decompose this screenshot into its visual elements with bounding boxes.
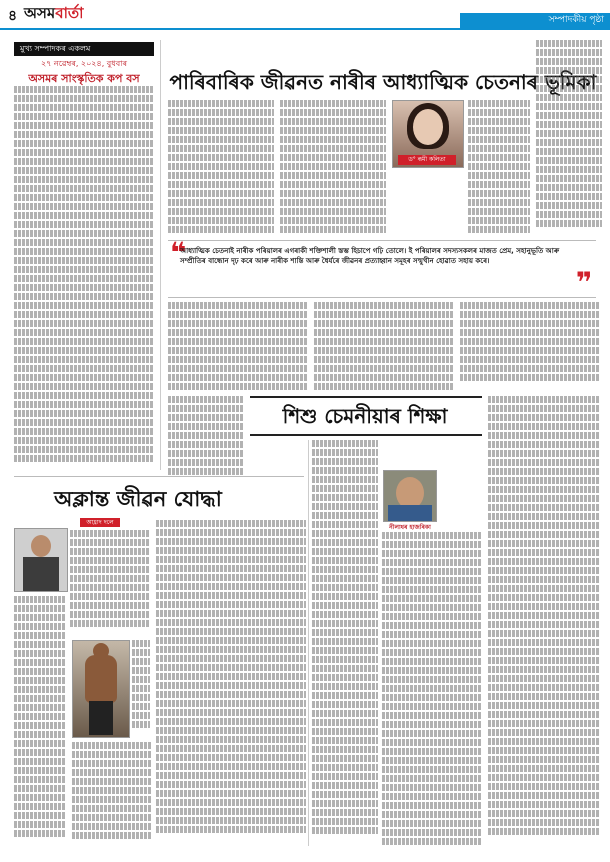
quote-close-icon: ❞ (576, 266, 593, 299)
article2-right-col (488, 396, 600, 846)
article3-headline: অক্লান্ত জীৱন যোদ্ধা (54, 487, 222, 511)
article1-lower-col-3 (460, 302, 600, 392)
article3-col-2 (156, 520, 306, 846)
article1-lower-col-1 (168, 302, 308, 392)
logo-accent: বাৰ্তা (55, 4, 84, 22)
article1-headline: পাৰিবাৰিক জীৱনত নাৰীৰ আধ্যাত্মিক চেতনাৰ ভূমিকা (169, 70, 597, 94)
page-number: ৪ (8, 8, 18, 24)
article3-col-1c (132, 640, 150, 736)
bodybuilder-photo (72, 640, 130, 738)
logo-text: অসম (24, 4, 56, 22)
editorial-date: ২৭ নৱেম্বৰ, ২০২৪, বুধবাৰ (40, 59, 127, 68)
subject-portrait-photo (14, 528, 68, 592)
article2-col-1 (312, 440, 378, 846)
article2-author: নীলাধৰ হাজৰিকা (389, 524, 431, 531)
column-divider (160, 40, 161, 470)
article3-author: আহ্লাদ দলে (80, 518, 120, 527)
editorial-body (14, 86, 154, 471)
section-label: সম্পাদকীয় পৃষ্ঠা (460, 13, 610, 28)
quote-open-icon: ❝ (170, 236, 187, 269)
article2-intro-col (168, 396, 244, 476)
author-photo-niladhar-hazarika (383, 470, 437, 522)
article1-column-3 (468, 100, 530, 236)
masthead-rule (0, 28, 610, 30)
article3-col-1a (70, 530, 150, 630)
column-divider-2 (308, 440, 309, 846)
editorial-title: অসমৰ সাংস্কৃতিক কপ বস (28, 72, 140, 85)
article1-column-2 (280, 100, 386, 236)
article3-col-1b (14, 596, 66, 846)
pull-quote: আধ্যাত্মিক চেতনাই নাৰীক পৰিয়ালৰ এগৰাকী শক্তিশালী স্তম্ভ হিচাপে গঢ়ি তোলে। ই পৰিয়ালৰ সদস্যসকলৰ মাজত প্ৰেম, সহানুভূতি আৰু সম্প্ৰীতিৰ বান্ধোন দৃঢ় কৰে আৰু নাৰীক শান্তি আৰু ধৈৰ্যৰে জীৱনৰ প্ৰত্যাহ্বান সমূহৰ সন্মুখীন হোৱাত সহায় কৰে। (180, 247, 560, 265)
section-divider (14, 476, 304, 477)
article1-column-1 (168, 100, 274, 236)
newspaper-logo (24, 2, 84, 27)
article1-author: ড° ৰূমী কলিতা (398, 155, 456, 165)
article1-column-4 (536, 40, 602, 236)
editorial-label: মুখ্য সম্পাদকৰ একলম (14, 42, 154, 56)
article3-col-1d (72, 742, 152, 846)
article2-headline: শিশু চেমনীয়াৰ শিক্ষা (282, 404, 448, 428)
article1-lower-col-2 (314, 302, 454, 392)
article2-col-2 (382, 532, 482, 846)
